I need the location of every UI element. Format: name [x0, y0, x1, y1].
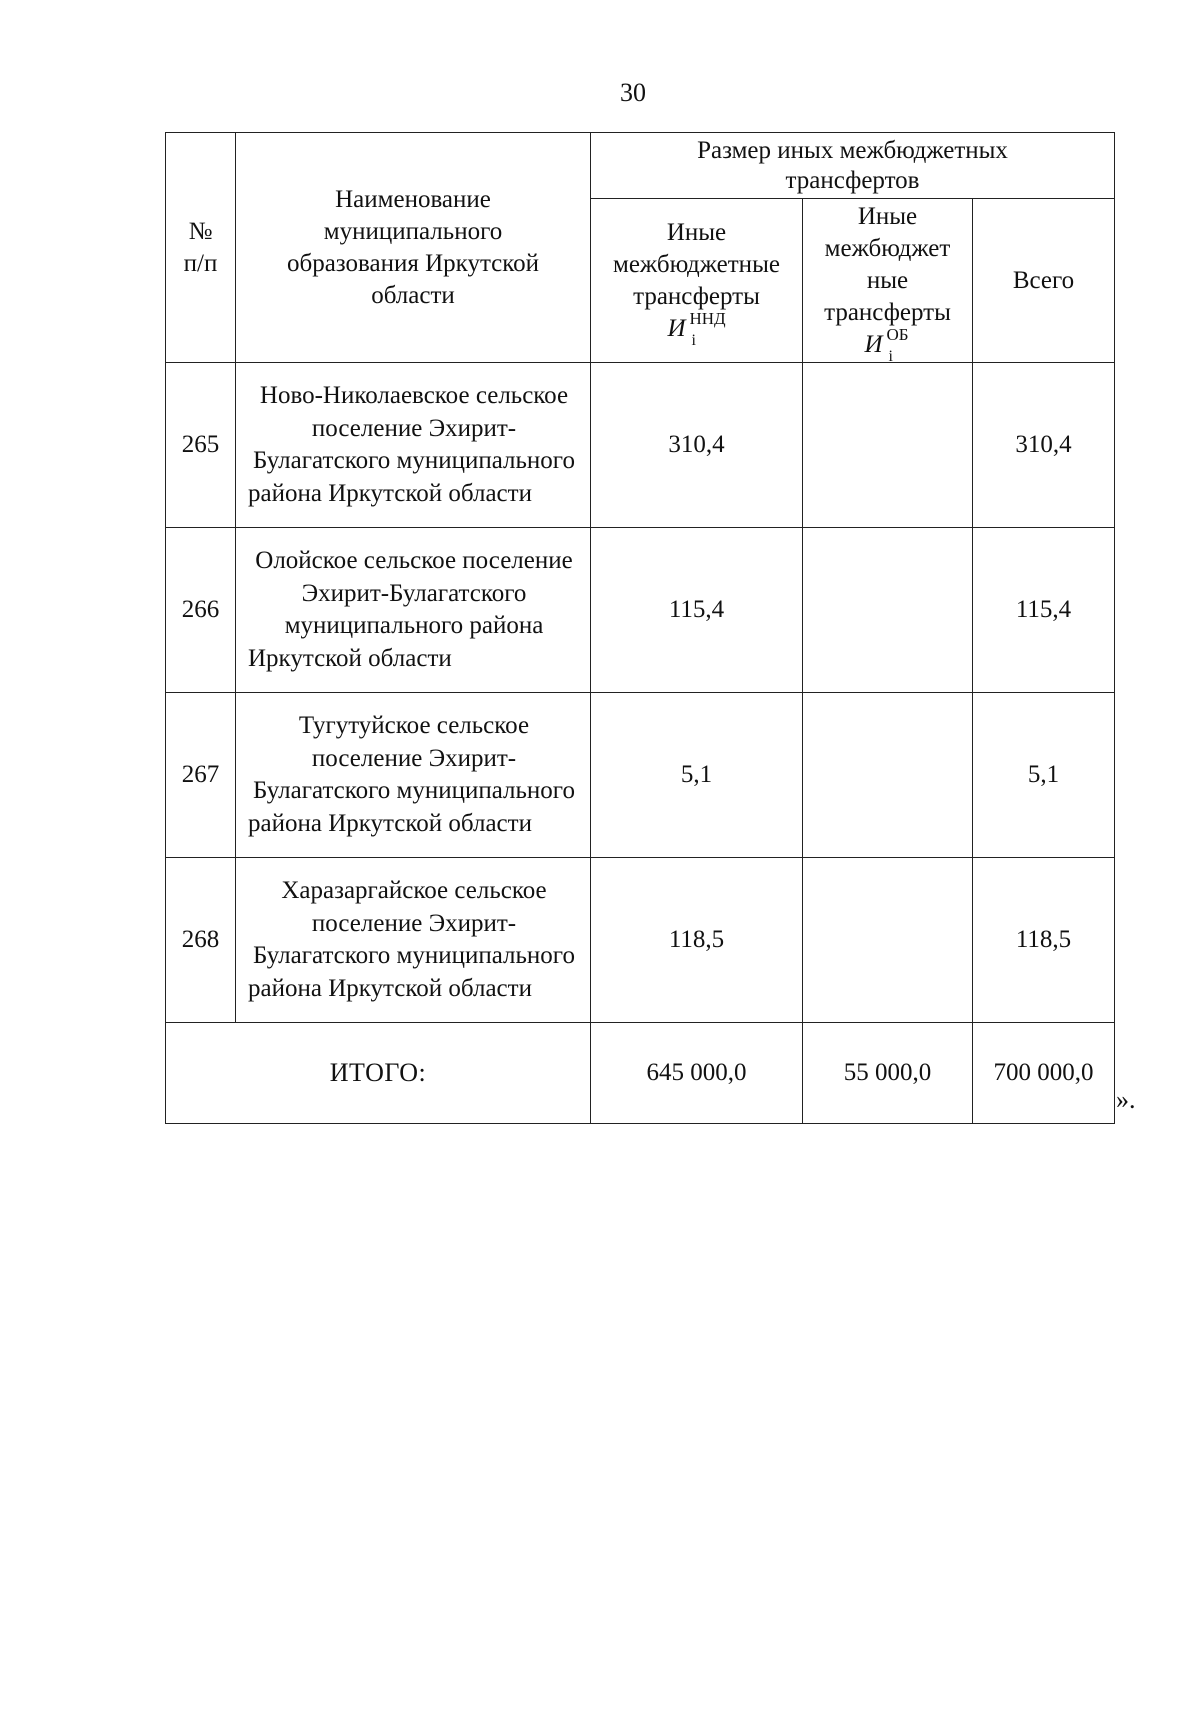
header-num — [166, 133, 236, 363]
header-ob — [803, 199, 973, 363]
table-row — [166, 363, 1115, 528]
row-ob-value — [803, 528, 973, 693]
row-total-value: 310,4 — [973, 363, 1115, 528]
ob-symbol-letter: И — [864, 330, 883, 358]
header-total — [973, 199, 1115, 363]
header-nnd-label: Иные межбюджетные трансферты — [613, 218, 780, 310]
ob-formula-symbol — [864, 324, 910, 365]
row-name: Харазаргайское сельское поселение Эхирит-Булагатского муниципального района Иркутской области — [236, 858, 591, 1023]
table-row — [166, 528, 1115, 693]
table-row — [166, 693, 1115, 858]
header-name-label: Наименование муниципального образования Иркутской области — [286, 185, 540, 309]
row-nnd-value: 310,4 — [591, 363, 803, 528]
totals-nnd-value: 645 000,0 — [591, 1023, 803, 1124]
table-header-row — [166, 133, 1115, 199]
row-name: Тугутуйское сельское поселение Эхирит-Булагатского муниципального района Иркутской области — [236, 693, 591, 858]
nnd-symbol-sub: i — [691, 331, 696, 349]
row-num: 268 — [166, 858, 236, 1023]
ob-symbol-sup: ОБ — [886, 324, 909, 344]
header-num-label: № п/п — [183, 217, 218, 277]
row-nnd-value: 118,5 — [591, 858, 803, 1023]
totals-row — [166, 1023, 1115, 1124]
page-number: 30 — [620, 78, 646, 107]
row-num: 266 — [166, 528, 236, 693]
header-total-label: Всего — [1012, 266, 1075, 294]
row-name: Ново-Николаевское сельское поселение Эхирит-Булагатского муниципального района Иркутской области — [236, 363, 591, 528]
nnd-symbol-letter: И — [667, 314, 686, 342]
row-total-value: 118,5 — [973, 858, 1115, 1023]
totals-label: ИТОГО: — [166, 1023, 591, 1124]
row-num: 267 — [166, 693, 236, 858]
header-ob-label: Иные межбюджет ные трансферты — [824, 202, 951, 326]
ob-symbol-sub: i — [888, 347, 893, 365]
row-ob-value — [803, 693, 973, 858]
row-nnd-value: 115,4 — [591, 528, 803, 693]
table-row — [166, 858, 1115, 1023]
header-group — [591, 133, 1115, 199]
nnd-symbol-sup: ННД — [689, 308, 726, 328]
row-name: Олойское сельское поселение Эхирит-Булагатского муниципального района Иркутской области — [236, 528, 591, 693]
row-total-value: 115,4 — [973, 528, 1115, 693]
row-total-value: 5,1 — [973, 693, 1115, 858]
closing-quote-mark: ». — [1116, 1085, 1136, 1114]
nnd-formula-symbol — [667, 308, 726, 349]
row-ob-value — [803, 858, 973, 1023]
totals-total-value: 700 000,0 — [973, 1023, 1115, 1124]
totals-ob-value: 55 000,0 — [803, 1023, 973, 1124]
header-name — [236, 133, 591, 363]
row-ob-value — [803, 363, 973, 528]
row-num: 265 — [166, 363, 236, 528]
header-group-label: Размер иных межбюджетных трансфертов — [697, 136, 1008, 194]
transfers-table — [165, 132, 1115, 1124]
header-nnd — [591, 199, 803, 363]
row-nnd-value: 5,1 — [591, 693, 803, 858]
